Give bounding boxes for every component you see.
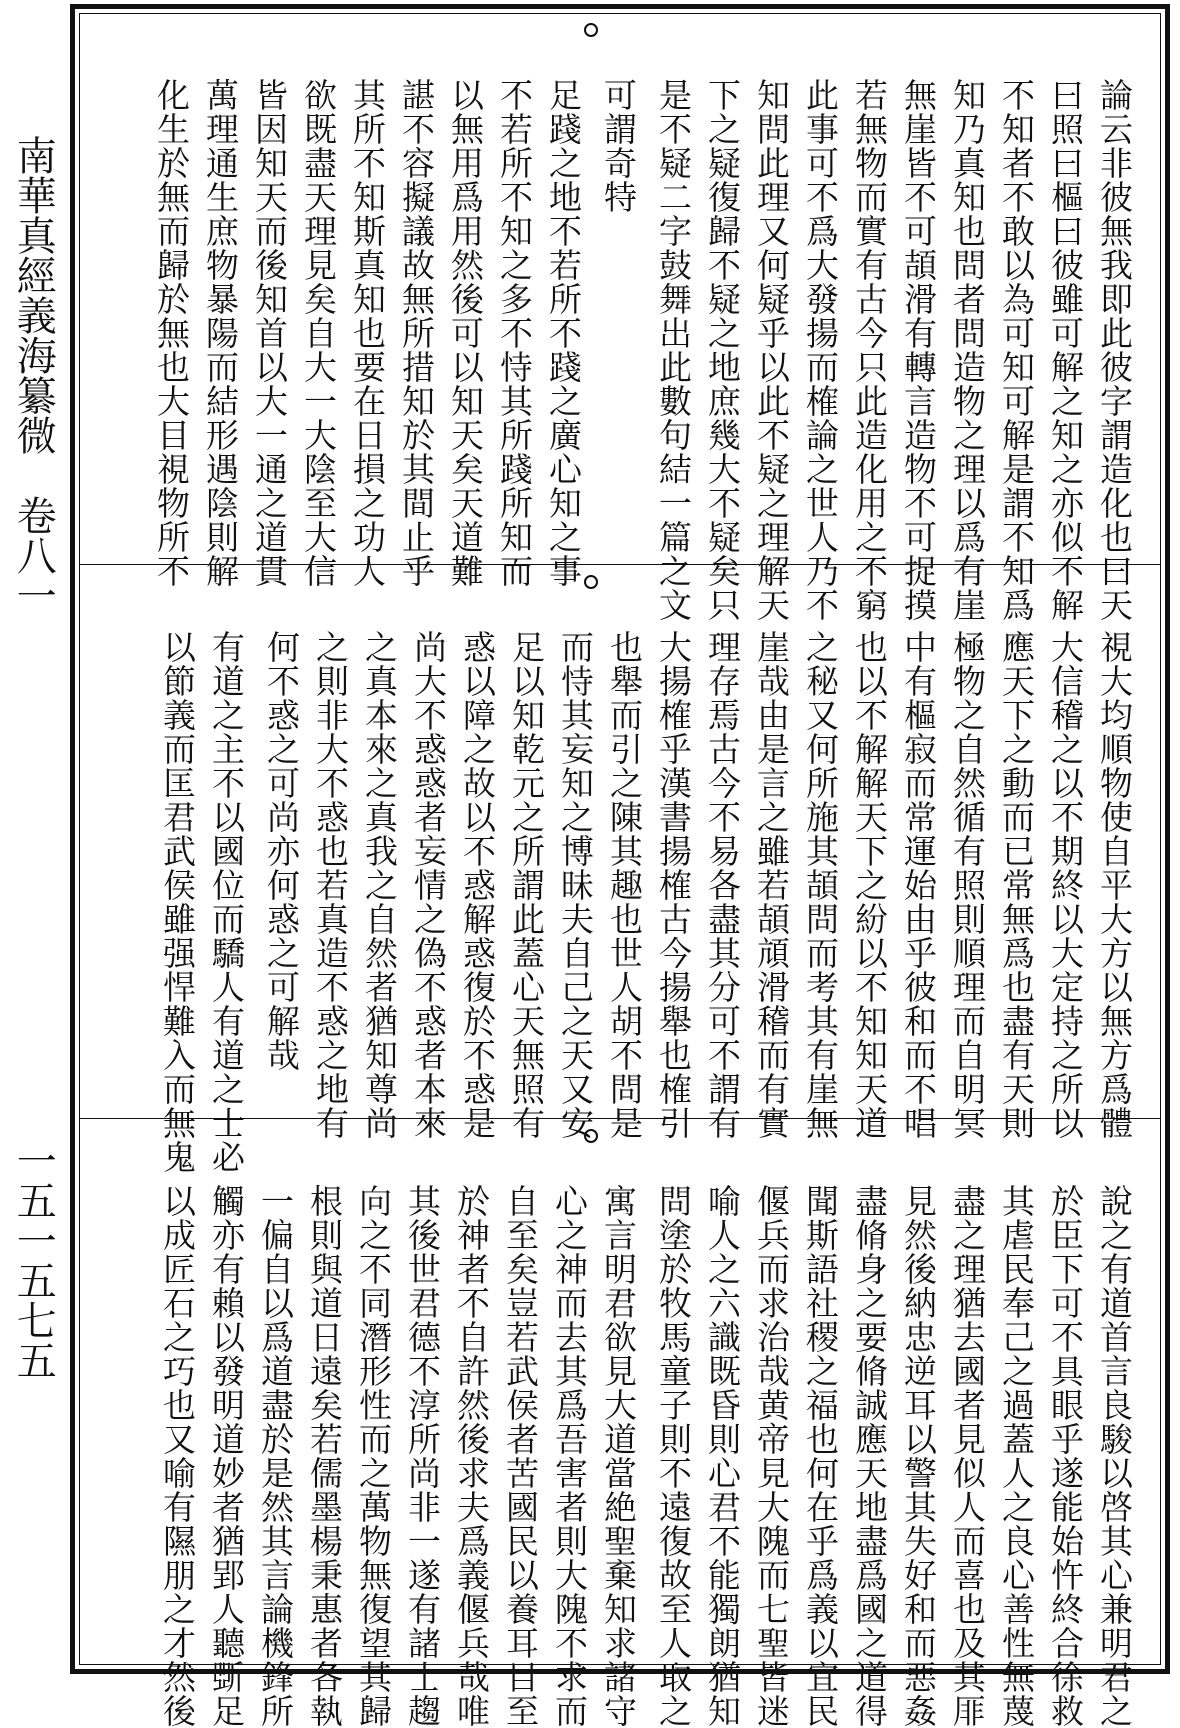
text-column: 聞斯語社稷之福也何在乎爲義以宜民: [801, 1184, 840, 1728]
text-column: 見然後納忠逆耳以警其失好和而惡姦: [899, 1184, 938, 1728]
text-column: 何不惑之可尚亦何惑之可解哉: [262, 630, 301, 1072]
text-column: 崖哉由是言之雖若頡頏滑稽而有實: [752, 630, 791, 1140]
text-column: 理存焉古今不易各盡其分可不謂有: [703, 630, 742, 1140]
text-column: 也以不解解天下之紛以不知知天道: [850, 630, 889, 1140]
text-column: 其虐民奉己之過蓋人之良心善性無蔑: [997, 1184, 1036, 1728]
text-column: 寓言明君欲見大道當絶聖棄知求諸守: [599, 1184, 638, 1728]
text-column: 之則非大不惑也若真造不惑之地有: [311, 630, 350, 1140]
text-column: 之秘又何所施其頡問而考其有崖無: [801, 630, 840, 1140]
text-column: 視大均順物使自平大方以無方爲體: [1095, 630, 1134, 1140]
text-column: 足踐之地不若所不踐之廣心知之事: [544, 78, 583, 588]
circle-mark: [584, 23, 598, 37]
text-column: 也舉而引之陳其趣也世人胡不問是: [605, 630, 644, 1140]
text-column: 以無用爲用然後可以知天矣天道難: [446, 78, 485, 588]
text-column: 之真本來之真我之自然者猶知尊尚: [360, 630, 399, 1140]
text-column: 而恃其妄知之博昧夫自己之天又安: [556, 630, 595, 1140]
text-column: 向之不同潛形性而之萬物無復望其歸: [354, 1184, 393, 1728]
text-column: 一偏自以爲道盡於是然其言論機鋒所: [256, 1184, 295, 1728]
text-column: 知乃真知也問者問造物之理以爲有崖: [948, 78, 987, 622]
text-column: 偃兵而求治哉黄帝見大隗而七聖皆迷: [752, 1184, 791, 1728]
text-column: 惑以障之故以不惑解惑復於不惑是: [458, 630, 497, 1140]
text-column: 知問此理又何疑乎以此不疑之理解天: [752, 78, 791, 622]
panel-2-text: [153, 630, 1139, 1174]
text-column: 以節義而匡君武侯雖强悍難入而無鬼: [158, 630, 197, 1174]
text-panel-3: [79, 1119, 1161, 1728]
text-column: 觸亦有賴以發明道妙者猶郢人聽斲足: [207, 1184, 246, 1728]
text-column: 盡脩身之要脩誠應天地盡爲國之道得: [850, 1184, 889, 1728]
text-column: 欲既盡天理見矣自大一大陰至大信: [299, 78, 338, 588]
circle-mark: [584, 575, 598, 589]
text-column: 有道之主不以國位而驕人有道之士必: [207, 630, 246, 1174]
text-column: 其所不知斯真知也要在日損之功人: [348, 78, 387, 588]
text-column: 萬理通生庶物暴陽而結形遇陰則解: [201, 78, 240, 588]
text-column: 其後世君德不淳所尚非一遂有諸士趨: [403, 1184, 442, 1728]
text-column: 極物之自然循有照則順理而自明冥: [948, 630, 987, 1140]
text-column: 是不疑二字鼓舞出此數句結一篇之文: [654, 78, 693, 622]
panel-3-text: [153, 1184, 1139, 1728]
page-frame: [70, 4, 1170, 1728]
text-column: 可謂奇特: [599, 78, 638, 214]
text-column: 下之疑復歸不疑之地庶幾大不疑矣只: [703, 78, 742, 622]
text-column: 說之有道首言良駿以啓其心兼明君之: [1095, 1184, 1134, 1728]
margin-title: 南華真經義海纂微 卷八一: [10, 135, 57, 615]
text-column: 足以知乾元之所謂此蓋心天無照有: [507, 630, 546, 1140]
text-column: 以成匠石之巧也又喻有隰朋之才然後: [158, 1184, 197, 1728]
text-column: 於神者不自許然後求夫爲義偃兵哉唯: [452, 1184, 491, 1728]
text-column: 不若所不知之多不恃其所踐所知而: [495, 78, 534, 588]
text-column: 喻人之六識既昏則心君不能獨朗猶知: [703, 1184, 742, 1728]
margin-page-number: 一五一五七五: [10, 1140, 57, 1380]
text-column: 於臣下可不具眼乎遂能始忤終合徐救: [1046, 1184, 1085, 1728]
text-panel-2: [79, 565, 1161, 1174]
text-column: 若無物而實有古今只此造化用之不窮: [850, 78, 889, 622]
text-column: 此事可不爲大發揚而榷論之世人乃不: [801, 78, 840, 622]
text-column: 曰照曰樞曰彼雖可解之知之亦似不解: [1046, 78, 1085, 622]
text-column: 根則與道日遠矣若儒墨楊秉惠者各執: [305, 1184, 344, 1728]
text-column: 大信稽之以不期終以大定持之所以: [1046, 630, 1085, 1140]
text-column: 化生於無而歸於無也大目視物所不: [152, 78, 191, 588]
text-column: 盡之理猶去國者見似人而喜也及其厞: [948, 1184, 987, 1728]
text-column: 中有樞寂而常運始由乎彼和而不唱: [899, 630, 938, 1140]
text-column: 尚大不惑惑者妄情之偽不惑者本來: [409, 630, 448, 1140]
text-column: 無崖皆不可頡滑有轉言造物不可捉摸: [899, 78, 938, 622]
text-column: 諶不容擬議故無所措知於其間止乎: [397, 78, 436, 588]
text-column: 論云非彼無我即此彼字謂造化也曰天: [1095, 78, 1134, 622]
panel-1-text: [147, 78, 1139, 622]
text-column: 應天下之動而已常無爲也盡有天則: [997, 630, 1036, 1140]
text-column: 自至矣豈若武侯者苦國民以養耳目至: [501, 1184, 540, 1728]
text-column: 問塗於牧馬童子則不遠復故至人取之: [654, 1184, 693, 1728]
text-column: 皆因知天而後知首以大一通之道貫: [250, 78, 289, 588]
text-column: 大揚榷乎漢書揚榷古今揚舉也榷引: [654, 630, 693, 1140]
text-panel-1: [79, 13, 1161, 622]
text-column: 不知者不敢以為可知可解是謂不知爲: [997, 78, 1036, 622]
circle-mark: [584, 1129, 598, 1143]
text-column: 心之神而去其爲吾害者則大隗不求而: [550, 1184, 589, 1728]
